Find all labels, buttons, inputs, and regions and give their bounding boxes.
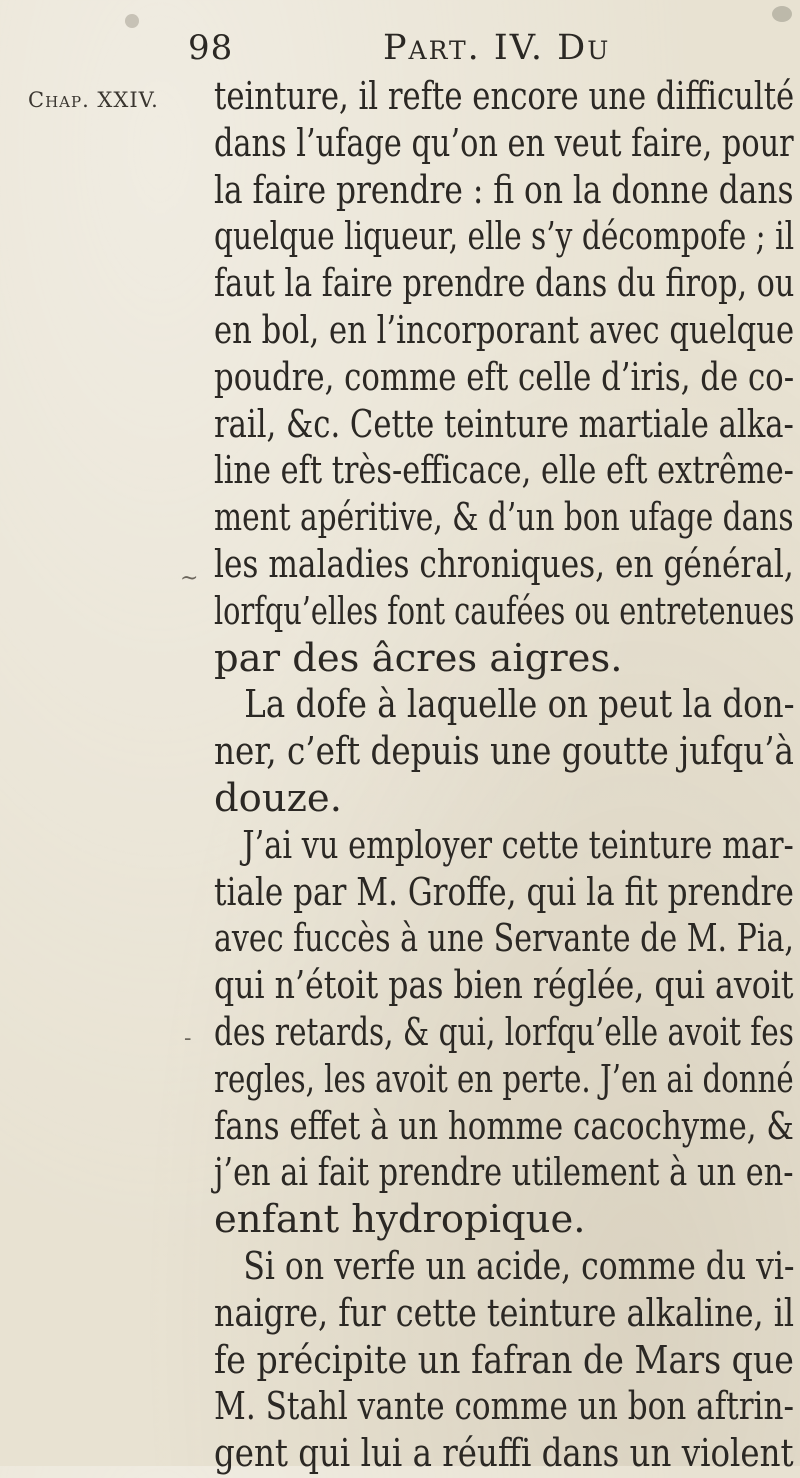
text-line: j’en ai fait prendre utilement à un en- bbox=[214, 1150, 794, 1196]
running-title: Part. IV. Du bbox=[383, 28, 611, 68]
text-line: naigre, fur cette teinture alkaline, il bbox=[214, 1290, 795, 1336]
chapter-marginal-note: Chap. XXIV. bbox=[28, 88, 159, 112]
text-line: gent qui lui a réuffi dans un violent bbox=[214, 1431, 794, 1477]
text-line: lorfqu’elles font caufées ou entretenues bbox=[214, 588, 795, 634]
ink-smudge bbox=[125, 14, 139, 28]
running-head bbox=[0, 28, 800, 78]
text-line: enfant hydropique. bbox=[214, 1197, 586, 1243]
text-line: avec fuccès à une Servante de M. Pia, bbox=[214, 916, 794, 962]
text-line: teinture, il refte encore une difficulté bbox=[214, 74, 795, 119]
body-text bbox=[214, 74, 800, 1478]
text-line: regles, les avoit en perte. J’en ai donné bbox=[214, 1056, 794, 1102]
text-line: faut la faire prendre dans du firop, ou bbox=[214, 261, 795, 307]
text-line: J’ai vu employer cette teinture mar- bbox=[242, 822, 794, 868]
text-line: douze. bbox=[214, 775, 342, 821]
ink-smudge bbox=[772, 6, 792, 22]
margin-mark: - bbox=[184, 1026, 192, 1051]
margin-mark: ~ bbox=[180, 566, 199, 591]
text-line: ment apéritive, & d’un bon ufage dans bbox=[214, 495, 794, 541]
text-line: rail, &c. Cette teinture martiale alka- bbox=[214, 401, 794, 447]
text-line: quelque liqueur, elle s’y décompofe ; il bbox=[214, 214, 795, 260]
text-line: fe précipite un fafran de Mars que bbox=[214, 1337, 794, 1383]
text-line: M. Stahl vante comme un bon aftrin- bbox=[214, 1384, 794, 1430]
text-line: ner, c’eft depuis une goutte jufqu’à bbox=[214, 729, 795, 775]
page-number: 98 bbox=[188, 28, 234, 68]
text-line: poudre, comme eft celle d’iris, de co- bbox=[214, 354, 795, 400]
text-line: par des âcres aigres. bbox=[214, 635, 623, 681]
text-line: en bol, en l’incorporant avec quelque bbox=[214, 307, 795, 353]
text-line: qui n’étoit pas bien réglée, qui avoit bbox=[214, 963, 794, 1009]
text-line: la faire prendre : fi on la donne dans bbox=[214, 167, 794, 213]
text-line: les maladies chroniques, en général, bbox=[214, 541, 794, 587]
text-line: fans effet à un homme cacochyme, & bbox=[214, 1103, 794, 1149]
text-line: des retards, & qui, lorfqu’elle avoit fes bbox=[214, 1009, 794, 1055]
text-line: La dofe à laquelle on peut la don- bbox=[244, 682, 795, 728]
text-line: Si on verfe un acide, comme du vi- bbox=[243, 1243, 795, 1289]
text-line: dans l’ufage qu’on en veut faire, pour bbox=[214, 120, 794, 166]
text-line: tiale par M. Groffe, qui la fit prendre bbox=[214, 869, 794, 915]
text-line: line eft très-efficace, elle eft extrême- bbox=[214, 448, 794, 494]
